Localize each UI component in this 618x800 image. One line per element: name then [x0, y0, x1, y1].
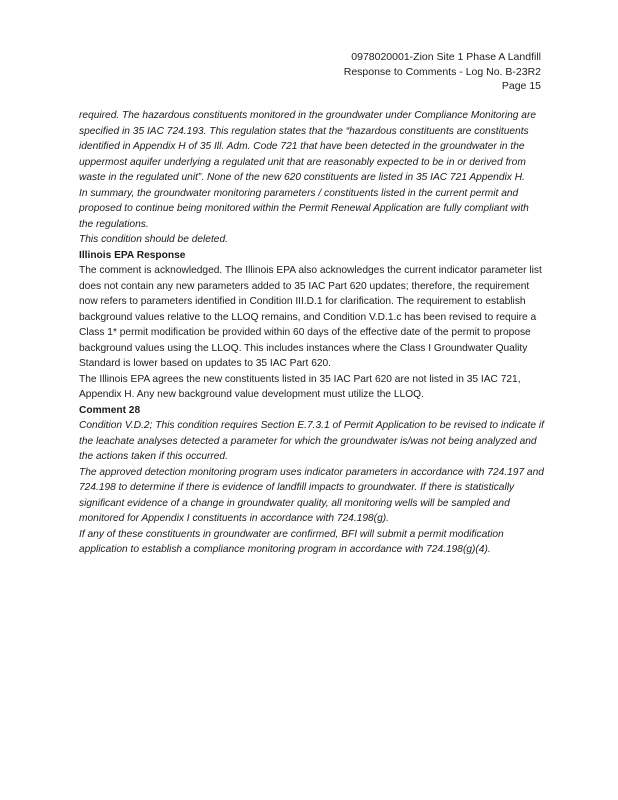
epa-response-paragraph-2: The Illinois EPA agrees the new constituents listed in 35 IAC Part 620 are not listed in 35 IAC 721, Appendix H. Any new background value development must utilize the LLOQ. [79, 373, 521, 400]
document-body [79, 108, 545, 558]
comment-28-paragraph-3: If any of these constituents in groundwater are confirmed, BFI will submit a permit modification application to establish a compliance monitoring program in accordance with 724.198(g)(4). [79, 528, 504, 555]
summary-paragraph: In summary, the groundwater monitoring parameters / constituents listed in the current permit and proposed to continue being monitored within the Permit Renewal Application are fully compliant with the regulations. [79, 187, 529, 230]
header-log-line: Response to Comments - Log No. B-23R2 [343, 65, 541, 78]
comment-28-heading: Comment 28 [79, 404, 141, 416]
deletion-request-line: This condition should be deleted. [79, 234, 228, 245]
epa-response-heading: Illinois EPA Response [79, 249, 186, 261]
comment-28-paragraph-1: Condition V.D.2; This condition requires Section E.7.3.1 of Permit Application to be revised to indicate if the leachate analyses detected a parameter for which the groundwater is/was not being analyzed and the actions taken if this occurred. [79, 420, 544, 462]
header-page-number: Page 15 [501, 80, 541, 92]
epa-response-paragraph-1: The comment is acknowledged. The Illinois EPA also acknowledges the current indicator parameter list does not contain any new parameters added to 35 IAC Part 620 updates; therefore, the requirement now refers to parameters identified in Condition III.D.1 for clarification. The requirement to establish background values relative to the LLOQ remains, and Condition V.D.1.c has been revised to require a Class 1* permit modification be provided within 60 days of the effective date of the permit to propose background values using the LLOQ. This includes instances where the Class I Groundwater Quality Standard is lower based on updates to 35 IAC Part 620. [79, 265, 542, 369]
page-header [344, 50, 541, 94]
comment-28-paragraph-2: The approved detection monitoring program uses indicator parameters in accordance with 724.197 and 724.198 to determine if there is evidence of landfill impacts to groundwater. If there is statistically significant evidence of a change in groundwater quality, all monitoring wells will be sampled and monitored for Appendix I constituents in accordance with 724.198(g). [79, 466, 544, 524]
comment-continuation-paragraph: required. The hazardous constituents monitored in the groundwater under Compliance Monitoring are specified in 35 IAC 724.193. This regulation states that the “hazardous constituents are constituents identified in Appendix H of 35 Ill. Adm. Code 721 that have been detected in the groundwater in the uppermost aquifer underlying a regulated unit that are reasonably expected to be in or derived from waste in the regulated unit”. None of the new 620 constituents are listed in 35 IAC 721 Appendix H. [79, 110, 536, 183]
header-project-line: 0978020001-Zion Site 1 Phase A Landfill [351, 51, 541, 63]
